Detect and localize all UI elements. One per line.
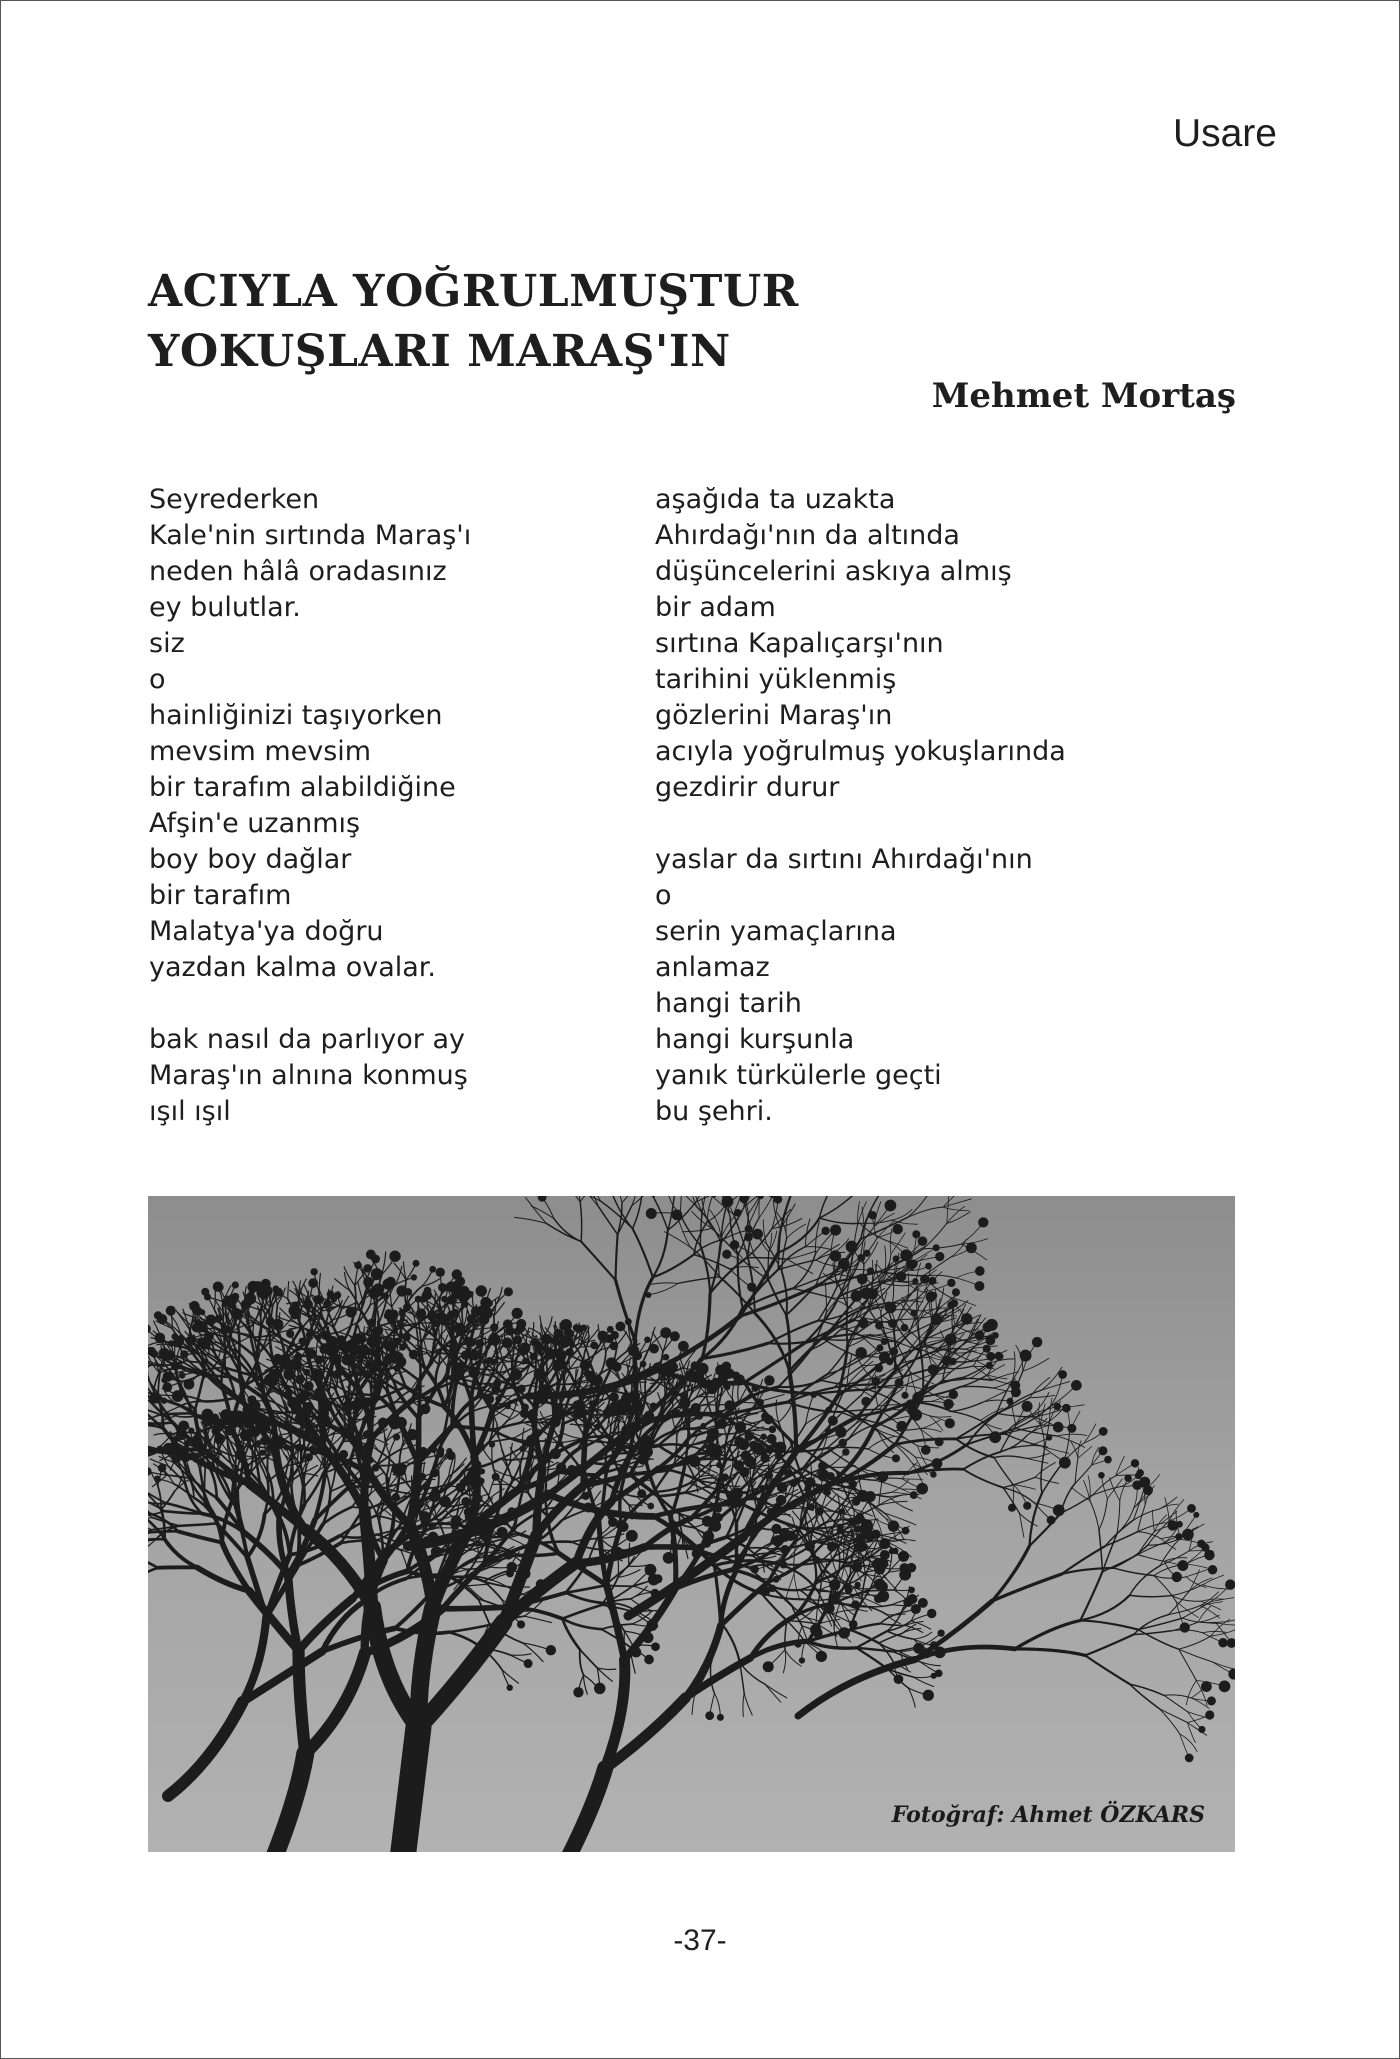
poem-line: bu şehri.	[655, 1096, 773, 1127]
poem-line: Malatya'ya doğru	[149, 916, 384, 947]
tree-branches-image	[148, 1196, 1235, 1852]
poem-line: ışıl ışıl	[149, 1096, 231, 1127]
poem-line: Maraş'ın alnına konmuş	[149, 1060, 468, 1091]
poem-stanza	[655, 482, 1215, 806]
poem-line: hangi tarih	[655, 988, 802, 1019]
poem-line: siz	[149, 628, 185, 659]
poem-line: mevsim mevsim	[149, 736, 372, 767]
poem-line: o	[655, 880, 672, 911]
poem-stanza	[149, 482, 629, 986]
poem-line: Kale'nin sırtında Maraş'ı	[149, 520, 472, 551]
poem-line: yaslar da sırtını Ahırdağı'nın	[655, 844, 1033, 875]
poem-line: Seyrederken	[149, 484, 320, 515]
poem-line: bak nasıl da parlıyor ay	[149, 1024, 465, 1055]
poem-line: gözlerini Maraş'ın	[655, 700, 893, 731]
poem-title	[148, 262, 799, 382]
magazine-name: Usare	[1172, 112, 1277, 155]
poem-line: bir tarafım alabildiğine	[149, 772, 456, 803]
poem-line: boy boy dağlar	[149, 844, 352, 875]
poem-line: serin yamaçlarına	[655, 916, 897, 947]
poem-line: anlamaz	[655, 952, 770, 983]
poem-line: bir adam	[655, 592, 776, 623]
tree-branches-photo	[148, 1196, 1235, 1852]
poem-author: Mehmet Mortaş	[931, 376, 1236, 416]
poem-line: ey bulutlar.	[149, 592, 301, 623]
title-line: YOKUŞLARI MARAŞ'IN	[148, 326, 731, 377]
poem-line: o	[149, 664, 166, 695]
poem-line: Ahırdağı'nın da altında	[655, 520, 960, 551]
poem-line: acıyla yoğrulmuş yokuşlarında	[655, 736, 1066, 767]
photo-credit: Fotoğraf: Ahmet ÖZKARS	[891, 1802, 1205, 1828]
poem-line: yanık türkülerle geçti	[655, 1060, 942, 1091]
poem-column-right	[655, 482, 1215, 1166]
poem-line: hainliğinizi taşıyorken	[149, 700, 443, 731]
poem-stanza	[149, 1022, 629, 1130]
poem-line: neden hâlâ oradasınız	[149, 556, 447, 587]
poem-column-left	[149, 482, 629, 1166]
poem-line: tarihini yüklenmiş	[655, 664, 897, 695]
page-number: -37-	[673, 1924, 727, 1957]
poem-line: düşüncelerini askıya almış	[655, 556, 1012, 587]
poem-line: gezdirir durur	[655, 772, 840, 803]
poem-line: Afşin'e uzanmış	[149, 808, 361, 839]
poem-line: sırtına Kapalıçarşı'nın	[655, 628, 944, 659]
poem-stanza	[655, 842, 1215, 1130]
title-line: ACIYLA YOĞRULMUŞTUR	[148, 266, 799, 317]
poem-line: hangi kurşunla	[655, 1024, 855, 1055]
poem-line: bir tarafım	[149, 880, 292, 911]
poem-line: yazdan kalma ovalar.	[149, 952, 437, 983]
poem-line: aşağıda ta uzakta	[655, 484, 896, 515]
